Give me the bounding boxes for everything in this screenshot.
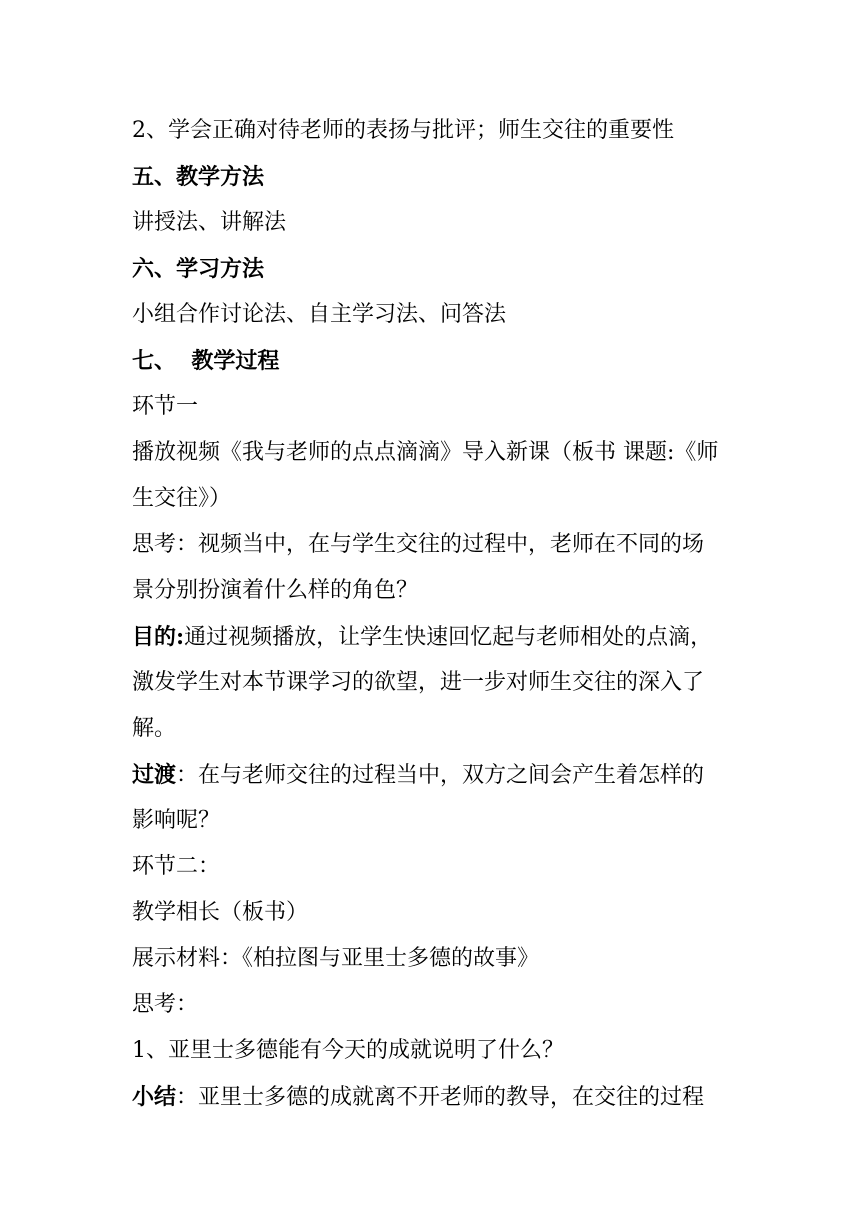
line-text: 1、亚里士多德能有今天的成就说明了什么？ [132, 1038, 564, 1063]
line-text: 播放视频《我与老师的点点滴滴》导入新课（板书 课题:《师 [132, 440, 719, 465]
line-text: 教学相长（板书） [132, 900, 309, 925]
inline-label: 小结 [132, 1084, 177, 1110]
text-line [132, 522, 732, 568]
text-line [132, 1074, 732, 1120]
line-text: 环节一 [132, 394, 199, 419]
heading-text: 七、 教学过程 [132, 348, 280, 374]
text-line [132, 844, 732, 890]
section-heading [132, 154, 732, 200]
text-line [132, 476, 732, 522]
heading-text: 五、教学方法 [132, 164, 265, 190]
text-line [132, 292, 732, 338]
line-text: 激发学生对本节课学习的欲望，进一步对师生交往的深入了 [132, 670, 705, 695]
text-line [132, 706, 732, 752]
text-line [132, 384, 732, 430]
line-text: 景分别扮演着什么样的角色？ [132, 578, 419, 603]
heading-text: 六、学习方法 [132, 256, 265, 282]
line-text: 思考： [132, 992, 199, 1017]
line-text: 环节二： [132, 854, 221, 879]
text-line [132, 890, 732, 936]
text-line [132, 614, 732, 660]
text-line [132, 752, 732, 798]
document-body [132, 108, 732, 1120]
text-line [132, 798, 732, 844]
inline-label: 目的: [132, 624, 185, 650]
line-text: 通过视频播放，让学生快速回忆起与老师相处的点滴， [184, 625, 713, 650]
line-text: 影响呢？ [132, 808, 221, 833]
text-line [132, 936, 732, 982]
section-heading [132, 246, 732, 292]
text-line [132, 200, 732, 246]
text-line [132, 430, 732, 476]
line-text: 思考：视频当中，在与学生交往的过程中，老师在不同的场 [132, 532, 705, 557]
text-line [132, 660, 732, 706]
text-line [132, 1028, 732, 1074]
line-text: 2、学会正确对待老师的表扬与批评；师生交往的重要性 [132, 118, 674, 143]
line-text: 生交往》） [132, 486, 232, 511]
text-line [132, 568, 732, 614]
text-line [132, 108, 732, 154]
line-text: 小组合作讨论法、自主学习法、问答法 [132, 302, 507, 327]
line-text: ：在与老师交往的过程当中，双方之间会产生着怎样的 [176, 763, 705, 788]
line-text: 展示材料：《柏拉图与亚里士多德的故事》 [132, 946, 540, 971]
line-text: ：亚里士多德的成就离不开老师的教导，在交往的过程 [176, 1085, 705, 1110]
text-line [132, 982, 732, 1028]
inline-label: 过渡 [132, 762, 177, 788]
section-heading [132, 338, 732, 384]
line-text: 讲授法、讲解法 [132, 210, 287, 235]
line-text: 解。 [132, 716, 177, 741]
